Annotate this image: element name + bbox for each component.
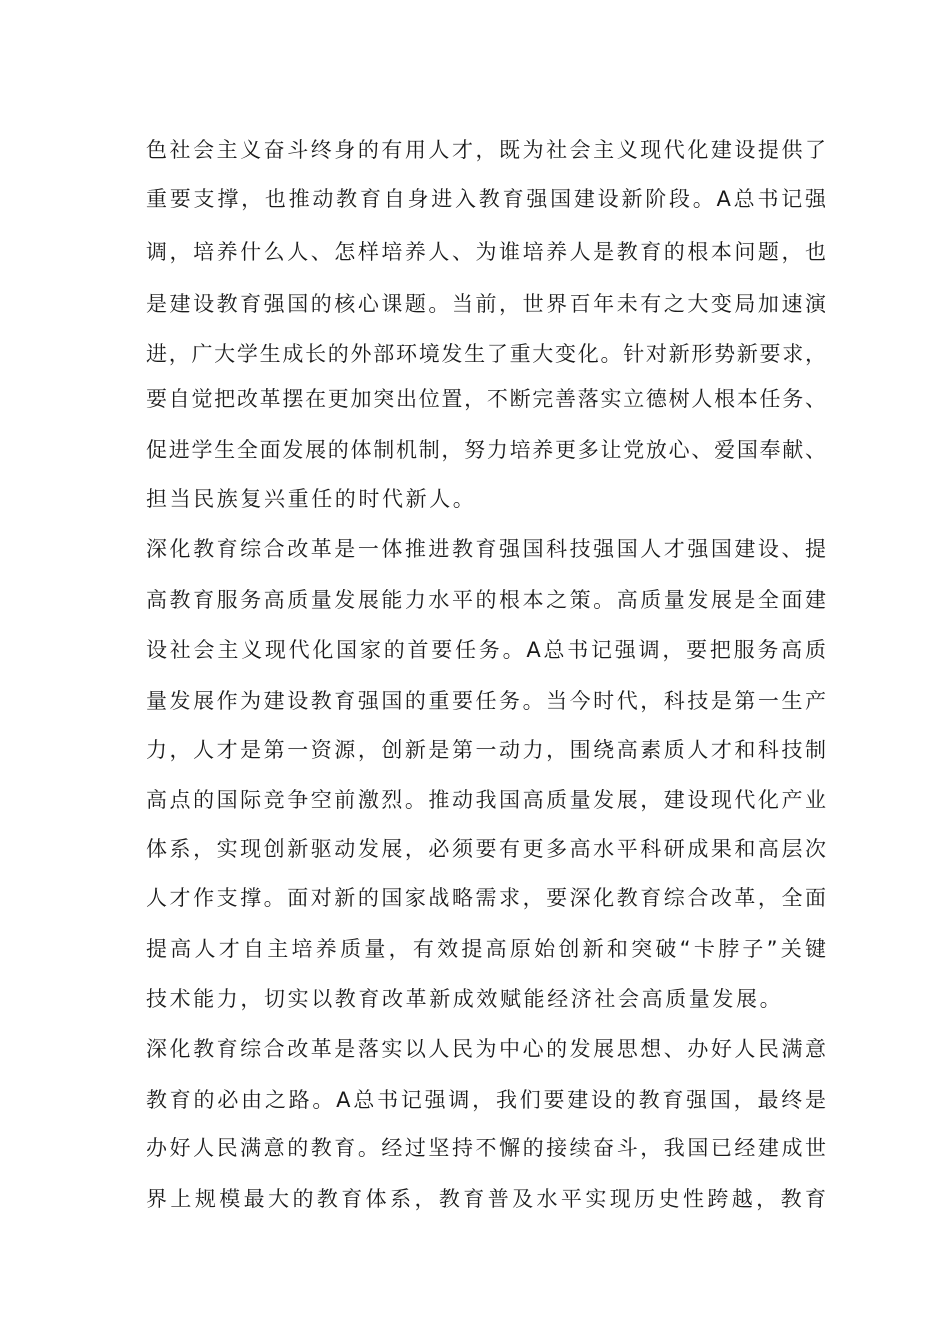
text-line: 色社会主义奋斗终身的有用人才，既为社会主义现代化建设提供了 <box>146 138 826 162</box>
text-line: 人才作支撑。面对新的国家战略需求，要深化教育综合改革，全面 <box>146 886 826 910</box>
text-line: 高点的国际竞争空前激烈。推动我国高质量发展，建设现代化产业 <box>146 788 826 812</box>
text-line: 设社会主义现代化国家的首要任务。A总书记强调，要把服务高质 <box>146 638 826 662</box>
text-line: 重要支撑，也推动教育自身进入教育强国建设新阶段。A总书记强 <box>146 187 826 211</box>
text-line: 高教育服务高质量发展能力水平的根本之策。高质量发展是全面建 <box>146 588 826 612</box>
text-line: 深化教育综合改革是落实以人民为中心的发展思想、办好人民满意 <box>146 1037 826 1061</box>
text-line: 体系，实现创新驱动发展，必须要有更多高水平科研成果和高层次 <box>146 837 826 861</box>
text-line: 调，培养什么人、怎样培养人、为谁培养人是教育的根本问题，也 <box>146 240 826 264</box>
text-line: 技术能力，切实以教育改革新成效赋能经济社会高质量发展。 <box>146 987 784 1011</box>
text-line: 力，人才是第一资源，创新是第一动力，围绕高素质人才和科技制 <box>146 738 826 762</box>
text-line: 深化教育综合改革是一体推进教育强国科技强国人才强国建设、提 <box>146 537 826 561</box>
text-line: 要自觉把改革摆在更加突出位置，不断完善落实立德树人根本任务、 <box>146 387 826 411</box>
text-line: 是建设教育强国的核心课题。当前，世界百年未有之大变局加速演 <box>146 292 826 316</box>
text-line: 教育的必由之路。A总书记强调，我们要建设的教育强国，最终是 <box>146 1088 826 1112</box>
text-line: 提高人才自主培养质量，有效提高原始创新和突破“卡脖子”关键 <box>146 937 826 961</box>
text-line: 促进学生全面发展的体制机制，努力培养更多让党放心、爱国奉献、 <box>146 438 826 462</box>
text-line: 界上规模最大的教育体系，教育普及水平实现历史性跨越，教育 <box>146 1187 826 1211</box>
text-line: 担当民族复兴重任的时代新人。 <box>146 487 477 511</box>
text-line: 进，广大学生成长的外部环境发生了重大变化。针对新形势新要求， <box>146 342 826 366</box>
text-line: 办好人民满意的教育。经过坚持不懈的接续奋斗，我国已经建成世 <box>146 1136 826 1160</box>
text-line: 量发展作为建设教育强国的重要任务。当今时代，科技是第一生产 <box>146 689 826 713</box>
